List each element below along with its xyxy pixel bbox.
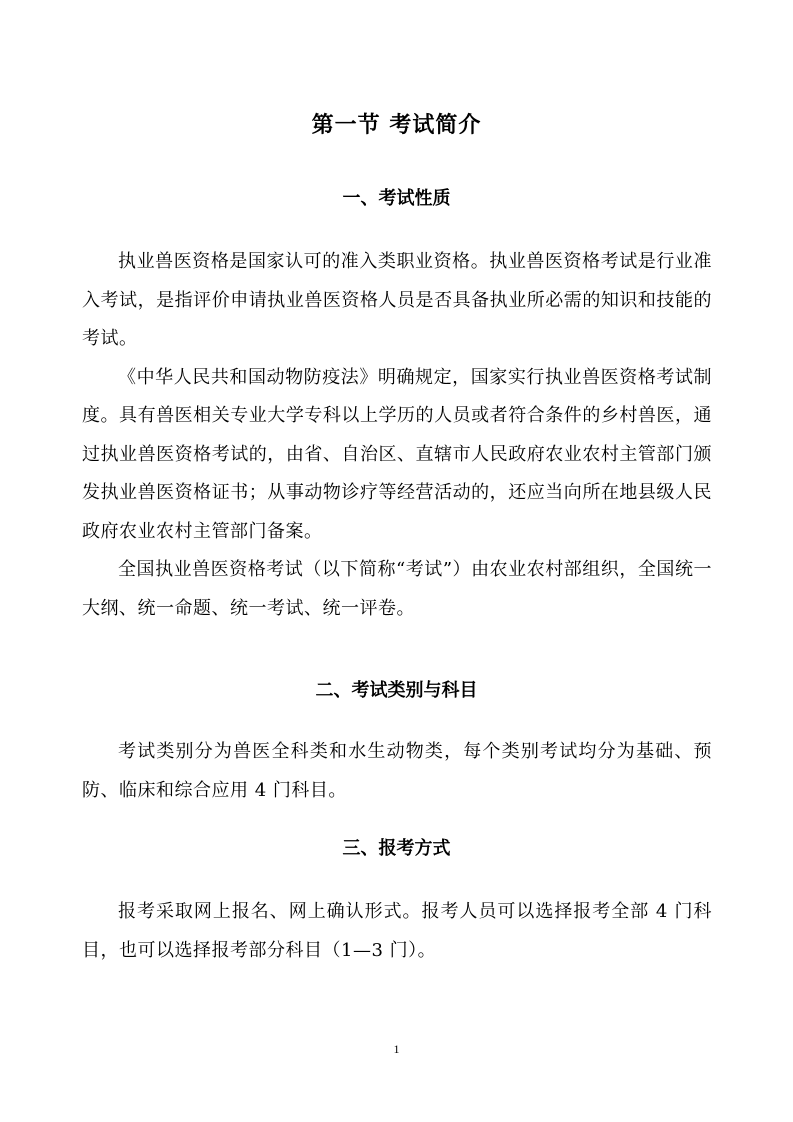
- paragraph: 全国执业兽医资格考试（以下简称“考试”）由农业农村部组织，全国统一大纲、统一命题、统一考试、统一评卷。: [82, 559, 712, 619]
- paragraph: 报考采取网上报名、网上确认形式。报考人员可以选择报考全部 4 门科目，也可以选择报考部分科目（1—3 门）。: [82, 901, 712, 961]
- page-title: 第一节 考试简介: [311, 113, 482, 138]
- section-heading-exam-nature: 一、考试性质: [342, 188, 451, 209]
- paragraph: 《中华人民共和国动物防疫法》明确规定，国家实行执业兽医资格考试制度。具有兽医相关专业大学专科以上学历的人员或者符合条件的乡村兽医，通过执业兽医资格考试的，由省、自治区、直辖市人民政府农业农村主管部门颁发执业兽医资格证书；从事动物诊疗等经营活动的，还应当向所在地县级人民政府农业农村主管部门备案。: [82, 366, 712, 542]
- section-body-exam-categories: [82, 733, 712, 810]
- section-body-exam-nature: [82, 243, 712, 628]
- paragraph: 执业兽医资格是国家认可的准入类职业资格。执业兽医资格考试是行业准入考试，是指评价申请执业兽医资格人员是否具备执业所必需的知识和技能的考试。: [82, 251, 712, 349]
- page-number: 1: [393, 1042, 400, 1056]
- paragraph: 考试类别分为兽医全科类和水生动物类，每个类别考试均分为基础、预防、临床和综合应用 4 门科目。: [82, 741, 712, 801]
- section-body-registration: [82, 893, 712, 970]
- section-heading-registration: 三、报考方式: [342, 838, 451, 859]
- section-heading-exam-categories: 二、考试类别与科目: [315, 680, 478, 701]
